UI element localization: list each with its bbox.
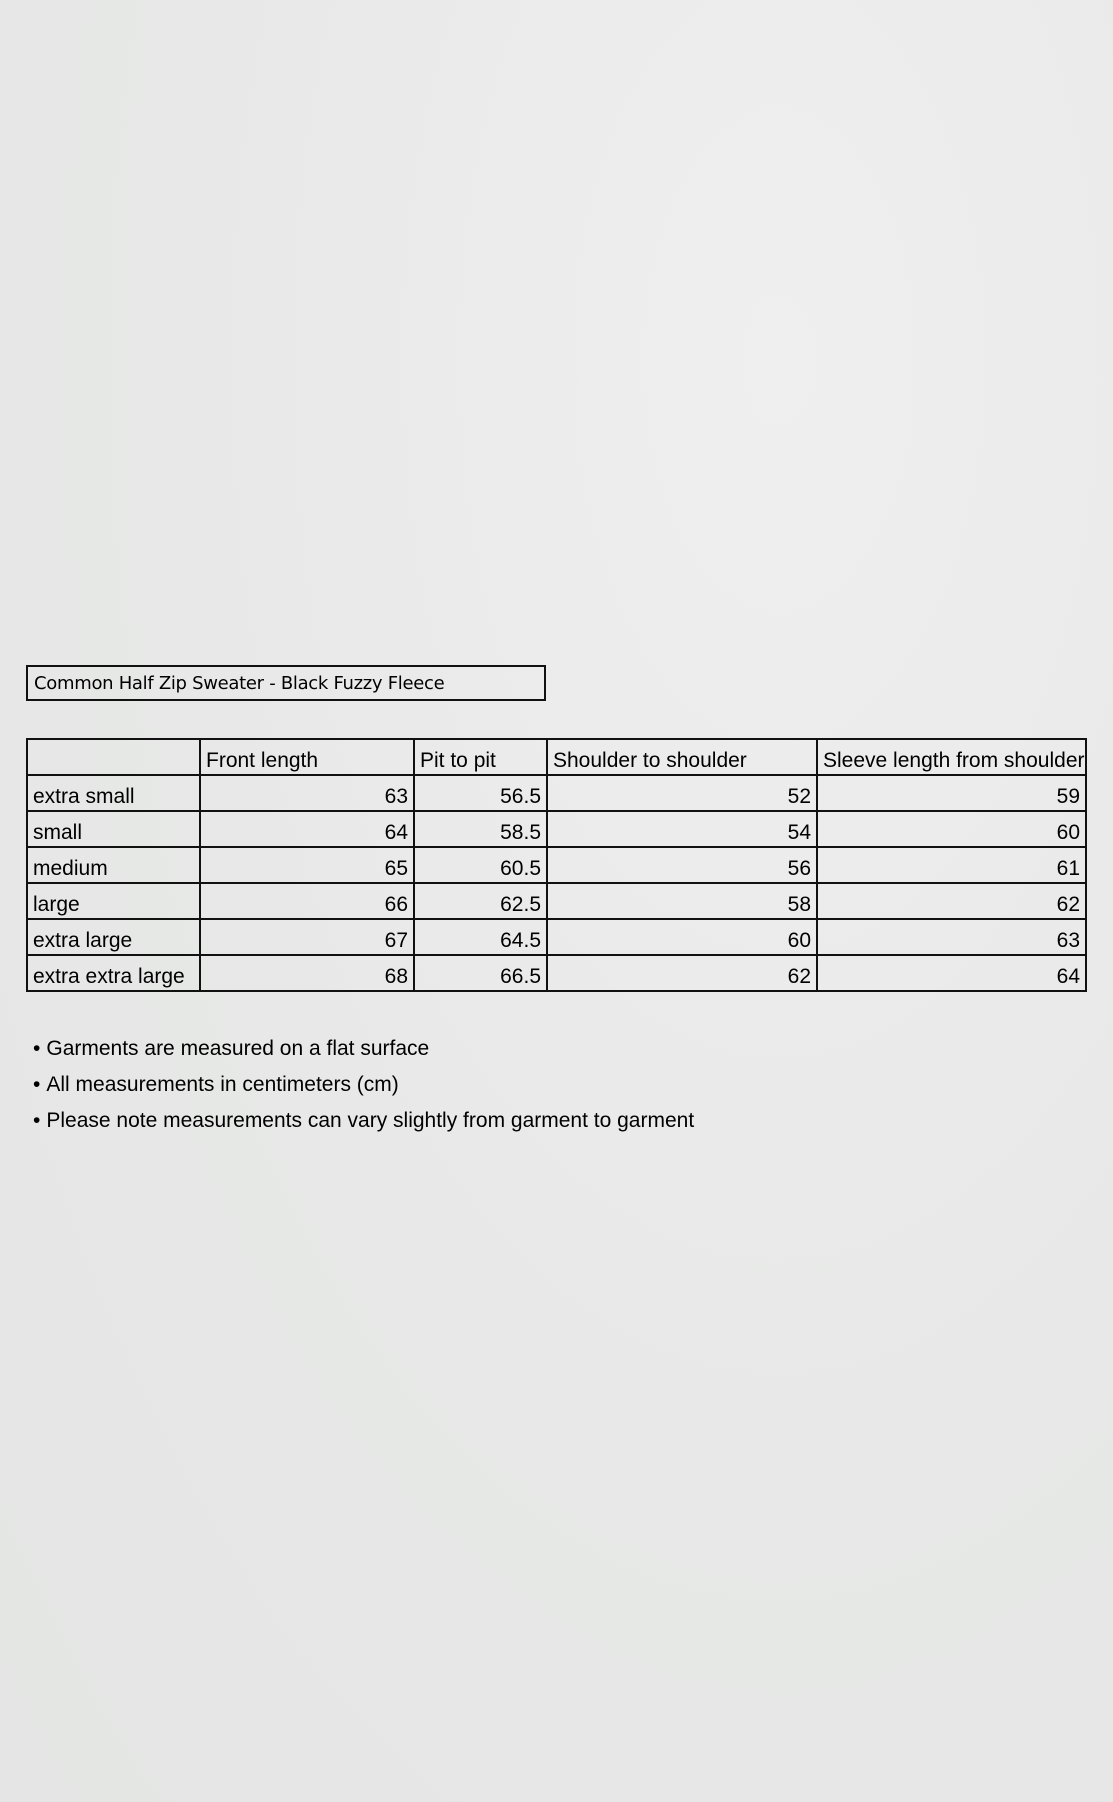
pit-to-pit-cell: 58.5 (414, 811, 547, 847)
shoulder-to-shoulder-cell: 60 (547, 919, 817, 955)
note-item: • Garments are measured on a flat surface (33, 1034, 694, 1070)
size-label-cell: extra large (27, 919, 200, 955)
size-label-cell: extra small (27, 775, 200, 811)
sleeve-length-cell: 60 (817, 811, 1086, 847)
shoulder-to-shoulder-cell: 58 (547, 883, 817, 919)
note-item: • All measurements in centimeters (cm) (33, 1070, 694, 1106)
header-cell-front-length: Front length (200, 739, 414, 775)
size-label-cell: large (27, 883, 200, 919)
shoulder-to-shoulder-cell: 62 (547, 955, 817, 991)
note-item: • Please note measurements can vary slightly from garment to garment (33, 1106, 694, 1142)
front-length-cell: 63 (200, 775, 414, 811)
header-cell-sleeve-length: Sleeve length from shoulder (817, 739, 1086, 775)
shoulder-to-shoulder-cell: 52 (547, 775, 817, 811)
header-cell-size (27, 739, 200, 775)
header-cell-pit-to-pit: Pit to pit (414, 739, 547, 775)
pit-to-pit-cell: 62.5 (414, 883, 547, 919)
size-chart-title: Common Half Zip Sweater - Black Fuzzy Fleece (26, 665, 546, 701)
size-chart-table (26, 738, 1087, 992)
table-row (27, 775, 1086, 811)
size-label-cell: small (27, 811, 200, 847)
table-row (27, 883, 1086, 919)
sleeve-length-cell: 63 (817, 919, 1086, 955)
table-header-row (27, 739, 1086, 775)
front-length-cell: 67 (200, 919, 414, 955)
table-row (27, 955, 1086, 991)
pit-to-pit-cell: 66.5 (414, 955, 547, 991)
size-label-cell: extra extra large (27, 955, 200, 991)
sleeve-length-cell: 62 (817, 883, 1086, 919)
front-length-cell: 66 (200, 883, 414, 919)
shoulder-to-shoulder-cell: 54 (547, 811, 817, 847)
front-length-cell: 68 (200, 955, 414, 991)
shoulder-to-shoulder-cell: 56 (547, 847, 817, 883)
table-row (27, 847, 1086, 883)
sleeve-length-cell: 59 (817, 775, 1086, 811)
table-row (27, 919, 1086, 955)
sleeve-length-cell: 64 (817, 955, 1086, 991)
table-row (27, 811, 1086, 847)
front-length-cell: 65 (200, 847, 414, 883)
front-length-cell: 64 (200, 811, 414, 847)
pit-to-pit-cell: 64.5 (414, 919, 547, 955)
pit-to-pit-cell: 56.5 (414, 775, 547, 811)
sleeve-length-cell: 61 (817, 847, 1086, 883)
measurement-notes (33, 1034, 694, 1142)
size-label-cell: medium (27, 847, 200, 883)
pit-to-pit-cell: 60.5 (414, 847, 547, 883)
header-cell-shoulder-to-shoulder: Shoulder to shoulder (547, 739, 817, 775)
